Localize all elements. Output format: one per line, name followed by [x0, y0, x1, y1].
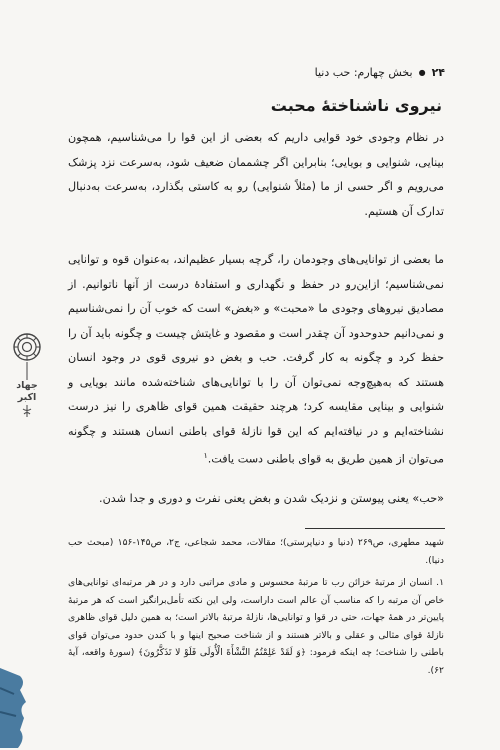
- paragraph-1: در نظام وجودی خود قوایی داریم که بعضی از این قوا را می‌شناسیم، همچون بینایی، شنوایی و بویایی؛ بنابراین اگر چشممان ضعیف شود، به‌سرعت نزد پزشک می‌رویم و اگر حسی از ما (مثلاً شنوایی) رو به کاستی بگذارد، به‌سرعت به‌دنبال تدارک آن هستیم.: [68, 131, 444, 218]
- paragraph-2-text: ما بعضی از توانایی‌های وجودمان را، گرچه بسیار عظیم‌اند، به‌عنوان قوه و توانایی نمی‌شناسیم؛ ازاین‌رو در حفظ و نگهداری و استفادهٔ درست از آنها ناتوانیم. از مصادیق نیروهای وجودی ما «محبت» و «بغض» است که خوب آن را نمی‌شناسیم و نمی‌دانیم حدوحدود آن چقدر است و مقصود و غایتش چیست و چگونه باید آن را حفظ کرد و چگونه به کار گرفت. حب و بغض دو نیروی قوی در وجود انسان هستند که به‌هیچ‌وجه نمی‌توان آن را با توانایی‌های شناخته‌شده مانند بویایی و شنوایی و بینایی مقایسه کرد؛ هرچند حقیقت همین قوای ظاهری را نیز درست نشناخته‌ایم و در نیافته‌ایم که این قوا نازلهٔ قوای باطنی انسان هستند و چگونه می‌توان از همین طریق به قوای باطنی دست یافت.: [68, 253, 444, 466]
- footnote-marker[interactable]: ۱: [203, 451, 208, 460]
- connector-icon: [24, 362, 30, 380]
- side-ornament: [6, 332, 48, 442]
- rosette-icon: [12, 332, 42, 362]
- footnote-divider: [305, 528, 445, 529]
- paragraph-2: [68, 248, 444, 472]
- section-title: نیروی ناشناختهٔ محبت: [270, 96, 442, 115]
- ornament-label-top: جهاد: [16, 380, 38, 391]
- flourish-icon: [20, 404, 34, 418]
- ornament-label-bottom: اکبر: [17, 392, 37, 403]
- running-header: [285, 66, 445, 79]
- bullet-icon: ●: [418, 68, 426, 77]
- footnote-source: شهید مطهری، ص۲۶۹ (دنیا و دنیاپرستی)؛ مقالات، محمد شجاعی، ج۲، ص۱۴۵-۱۵۶ (مبحث حب دنیا).: [68, 537, 444, 566]
- page-number: ۲۴: [431, 66, 445, 79]
- corner-flag-icon: [0, 668, 28, 748]
- paragraph-3: «حب» یعنی پیوستن و نزدیک شدن و بغض یعنی نفرت و دوری و جدا شدن.: [99, 492, 444, 505]
- section-name: بخش چهارم: حب دنیا: [314, 66, 413, 79]
- footnote-1: ۱. انسان از مرتبهٔ خزائن رب تا مرتبهٔ محسوس و مادی مراتبی دارد و در هر مرتبه‌ای توانایی‌های خاص آن مرتبه را که مناسب آن عالم است داراست، ولی این نکته تأمل‌برانگیز است که هر مرتبهٔ پایین‌تر در همهٔ جهات، حتی در قوا و توانایی‌ها، نازلهٔ مرتبهٔ بالاتر است؛ به همین دلیل قوای ظاهری نازلهٔ قوای مثالی و عقلی و بالاتر هستند و از شناخت صحیح اینها و با کندن حدود می‌توان قوای باطنی را شناخت؛ چه اینکه فرمود: ﴿وَ لَقَدْ عَلِمْتُمُ النَّشْأَةَ الْأُولَى فَلَوْ لا تَذَكَّرُونَ﴾ (سورهٔ واقعه، آیهٔ ۶۲).: [68, 577, 444, 676]
